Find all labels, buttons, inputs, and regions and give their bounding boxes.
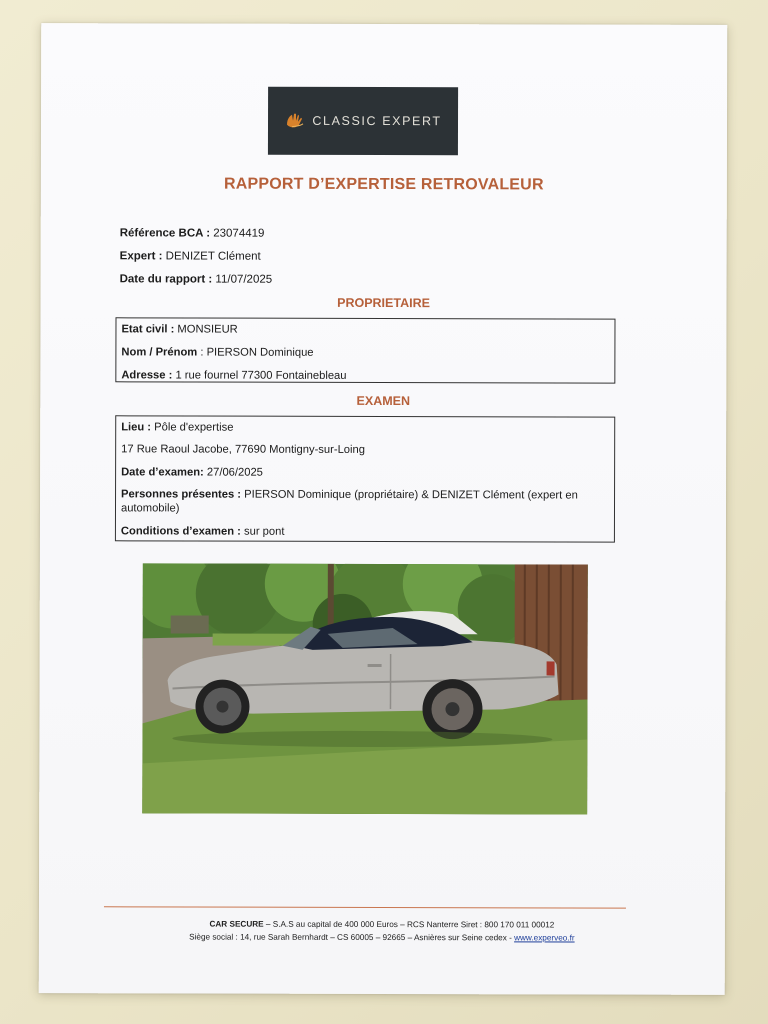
date-examen-label: Date d’examen: <box>121 466 204 479</box>
footer-divider <box>104 906 626 908</box>
etat-civil-row <box>121 322 609 337</box>
report-title: RAPPORT D’EXPERTISE RETROVALEUR <box>223 175 544 194</box>
lieu-value: Pôle d'expertise <box>154 421 234 434</box>
reference-label: Référence BCA : <box>119 227 211 240</box>
personnes-label: Personnes présentes : <box>121 488 242 501</box>
conditions-value: sur pont <box>244 525 285 538</box>
report-date-value: 11/07/2025 <box>215 273 273 286</box>
logo-text: CLASSIC EXPERT <box>312 113 442 129</box>
lieu-label: Lieu : <box>121 421 152 434</box>
proprietaire-heading: PROPRIETAIRE <box>337 295 430 311</box>
adresse-value: 1 rue fournel 77300 Fontainebleau <box>175 369 347 382</box>
report-page <box>39 23 728 995</box>
reference-value: 23074419 <box>213 227 265 240</box>
expert-line <box>120 250 261 262</box>
footer-line-2 <box>39 932 725 943</box>
personnes-value: PIERSON Dominique (propriétaire) & DENIZET Clément (expert en automobile) <box>120 488 578 515</box>
adresse-label: Adresse : <box>121 369 173 382</box>
personnes-row <box>121 487 609 516</box>
lieu-address: 17 Rue Raoul Jacobe, 77690 Montigny-sur-Loing <box>121 443 365 456</box>
date-examen-value: 27/06/2025 <box>206 466 263 479</box>
footer-line-1 <box>39 919 725 930</box>
examen-heading: EXAMEN <box>356 393 411 409</box>
hands-logo-icon <box>284 111 306 131</box>
footer-website-link[interactable]: www.experveo.fr <box>514 933 575 943</box>
etat-civil-label: Etat civil : <box>121 323 175 336</box>
nom-prenom-row <box>121 345 609 360</box>
footer-address: Siège social : 14, rue Sarah Bernhardt – CS 60005 – 92665 – Asnières sur Seine cedex - <box>189 932 515 943</box>
classic-expert-logo <box>268 87 458 155</box>
footer-company: CAR SECURE <box>209 919 264 929</box>
nom-prenom-label: Nom / Prénom <box>121 346 198 359</box>
proprietaire-box <box>115 317 615 383</box>
adresse-row <box>121 368 609 383</box>
conditions-row <box>121 524 609 539</box>
etat-civil-value: MONSIEUR <box>177 323 238 336</box>
report-date-label: Date du rapport : <box>119 273 213 286</box>
report-date-line <box>120 273 273 285</box>
date-examen-row <box>121 465 609 480</box>
footer-company-details: – S.A.S au capital de 400 000 Euros – RCS Nanterre Siret : 800 170 011 00012 <box>263 919 555 930</box>
examen-box <box>115 415 615 542</box>
expert-value: DENIZET Clément <box>165 250 261 263</box>
conditions-label: Conditions d’examen : <box>120 525 241 538</box>
expert-label: Expert : <box>119 250 163 263</box>
reference-line <box>120 227 265 239</box>
lieu-row <box>121 420 609 435</box>
nom-prenom-value: : PIERSON Dominique <box>200 346 314 359</box>
vehicle-photo <box>142 563 588 814</box>
